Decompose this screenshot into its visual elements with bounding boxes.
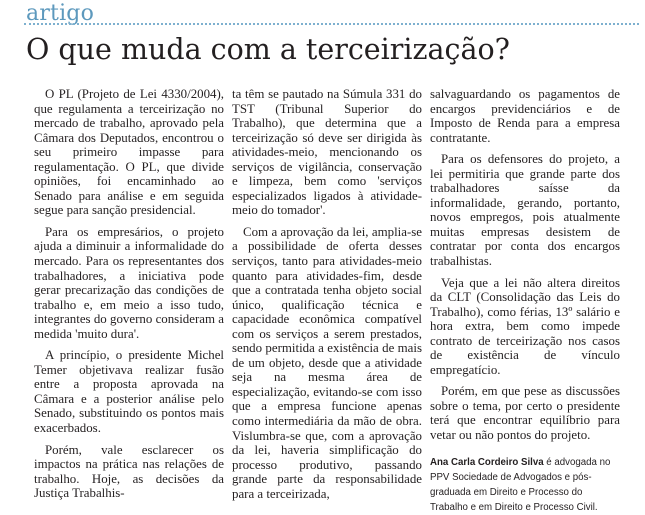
paragraph: O PL (Projeto de Lei 4330/2004), que regulamenta a terceirização no mercado de trabalho, aprovado pela Câmara dos Deputados, encontrou o seu primeiro impasse para regulamentação. O PL, que divide opiniões, foi encaminhado ao Senado para análise e em seguida segue para sanção presidencial. <box>34 87 224 218</box>
paragraph: Para os defensores do projeto, a lei permitiria que grande parte dos trabalhadores saísse da informalidade, gerando, portanto, novos empregos, pois atualmente muitas empresas desistem de contratar por conta dos encargos trabalhistas. <box>430 152 620 269</box>
section-divider <box>24 23 639 25</box>
section-label: artigo <box>26 1 95 26</box>
paragraph: Para os empresários, o projeto ajuda a diminuir a informalidade do mercado. Para os representantes dos trabalhadores, a iniciativa pode gerar precarização das condições de trabalho e, em meio a isso tudo, integrantes do governo consideram a medida 'muito dura'. <box>34 224 224 341</box>
author-bio <box>430 455 620 515</box>
author-description: é advogada no PPV Sociedade de Advogados e pós-graduada em Direito e Processo do Trabalho e em Direito e Processo Civil. <box>430 456 611 513</box>
paragraph: Porém, vale esclarecer os impactos na prática nas relações de trabalho. Hoje, as decisões da Justiça Trabalhis- <box>34 442 224 501</box>
article-column-2 <box>232 87 422 508</box>
article-column-1 <box>34 87 224 508</box>
paragraph: Com a aprovação da lei, amplia-se a possibilidade de oferta desses serviços, tanto para atividades-meio quanto para atividades-fim, desde que a contratada tenha objeto social único, qualificação técnica e capacidade econômica compatível com os serviços a serem prestados, sendo permitida a existência de mais de um objeto, desde que a atividade seja na mesma área de especialização, evitando-se com isso que a empresa funcione apenas como intermediária da mão de obra. Vislumbra-se que, com a aprovação da lei, haveria simplificação do processo produtivo, passando grande parte da responsabilidade para a terceirizada, <box>232 224 422 501</box>
author-name: Ana Carla Cordeiro Silva <box>430 456 544 468</box>
paragraph: Veja que a lei não altera direitos da CLT (Consolidação das Leis do Trabalho), como férias, 13º salário e hora extra, bem como impede contrato de terceirização nos casos de existência de vínculo empregatício. <box>430 275 620 377</box>
article-headline: O que muda com a terceirização? <box>26 33 510 66</box>
article-column-3 <box>430 87 620 515</box>
paragraph: ta têm se pautado na Súmula 331 do TST (Tribunal Superior do Trabalho), que determina que a terceirização só deve ser dirigida às atividades-meio, mencionando os serviços de vigilância, conservação e limpeza, bem como 'serviços especializados ligados à atividade-meio do tomador'. <box>232 87 422 218</box>
paragraph: Porém, em que pese as discussões sobre o tema, por certo o presidente terá que encontrar equilíbrio para vetar ou não pontos do projeto. <box>430 384 620 443</box>
paragraph: salvaguardando os pagamentos de encargos previdenciários e de Imposto de Renda para a empresa contratante. <box>430 87 620 145</box>
paragraph: A princípio, o presidente Michel Temer objetivava realizar fusão entre a proposta aprovada na Câmara e a posterior análise pelo Senado, substituindo os pontos mais exacerbados. <box>34 348 224 436</box>
